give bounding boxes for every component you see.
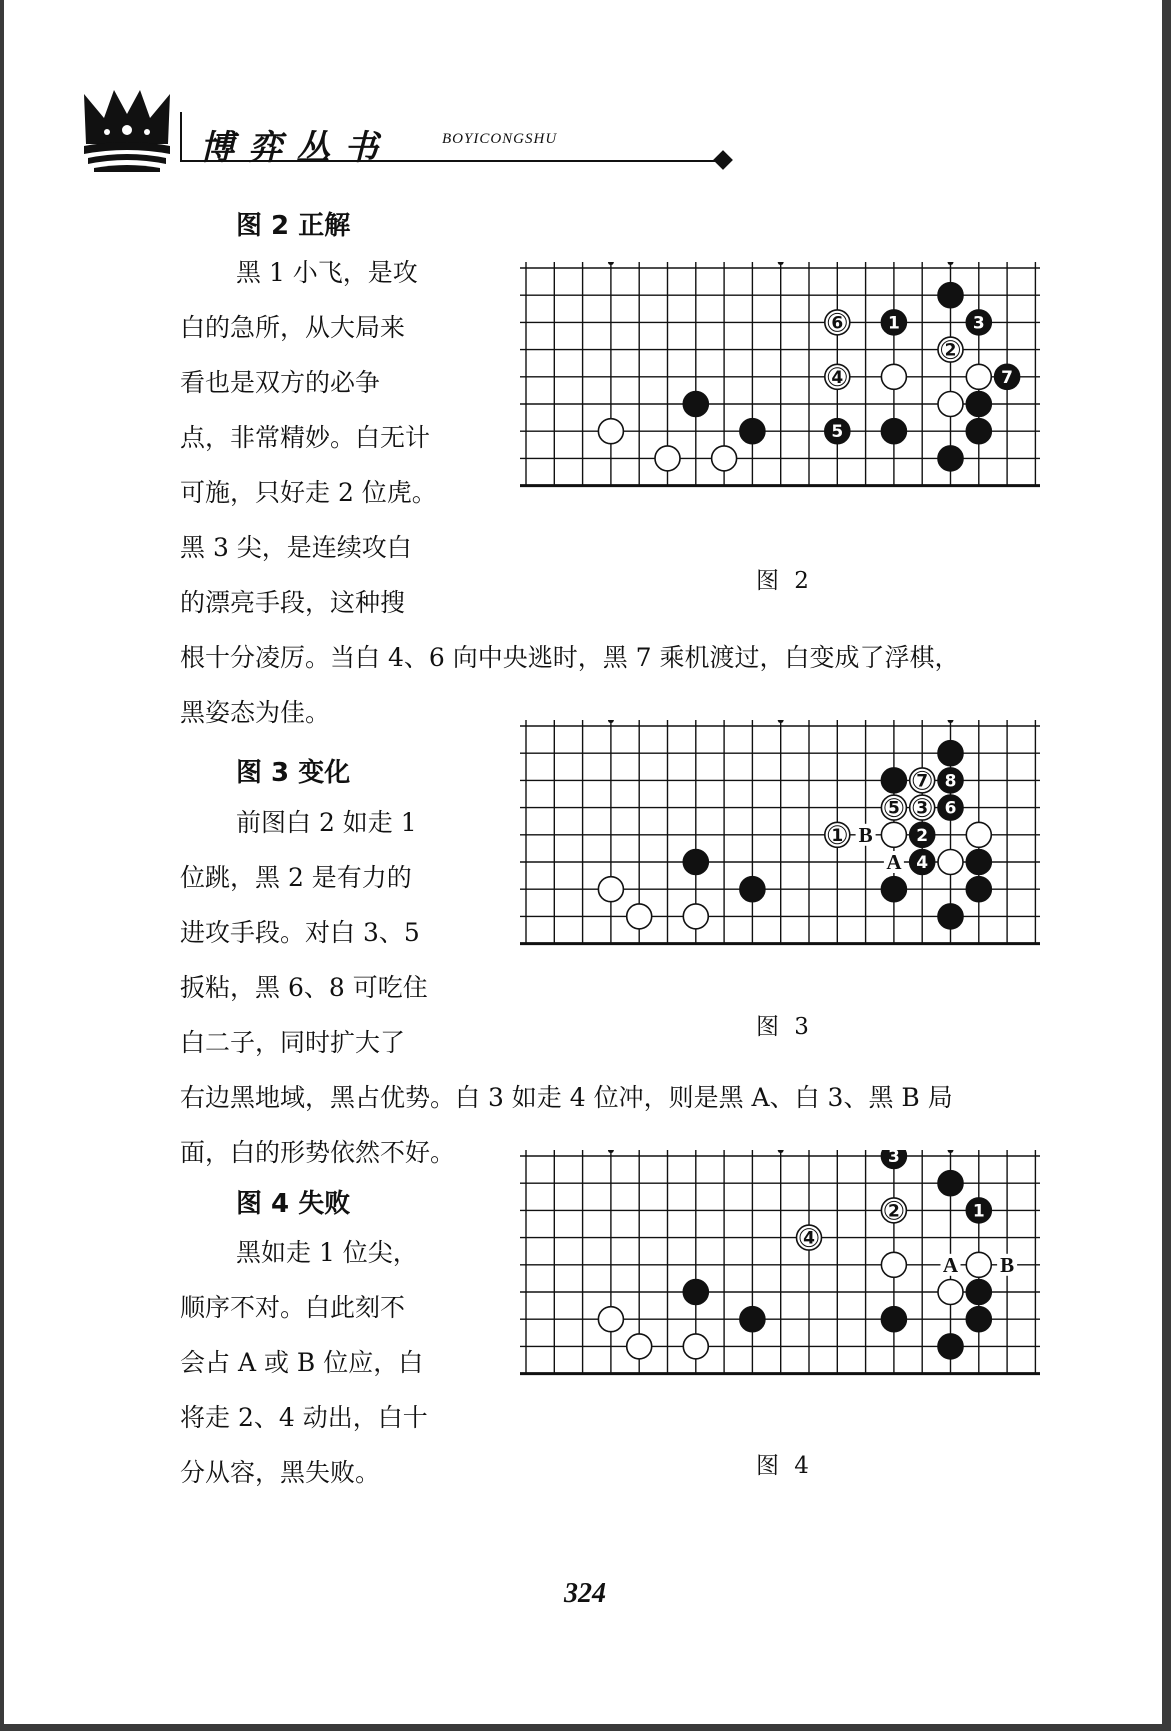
paragraph-line: 面，白的形势依然不好。 — [180, 1138, 456, 1167]
go-stone-black — [966, 877, 991, 902]
go-stone-black — [938, 741, 963, 766]
go-stone-white — [938, 337, 963, 362]
page-number: 324 — [564, 1578, 606, 1609]
stone-disc — [881, 419, 906, 444]
go-stone-white — [598, 1307, 623, 1332]
go-stone-white — [712, 446, 737, 471]
go-stone-black — [881, 877, 906, 902]
point-mark-label: A — [886, 850, 902, 874]
stone-move-number: 4 — [916, 853, 929, 873]
stone-disc — [881, 1307, 906, 1332]
go-stone-black — [910, 822, 935, 847]
go-diagram-fig2 — [520, 262, 1040, 542]
paragraph-line: 分从容，黑失败。 — [180, 1458, 381, 1487]
paragraph-line: 扳粘，黑 6、8 可吃住 — [180, 973, 428, 1002]
section-title-fig2: 图 2 正解 — [236, 211, 351, 241]
stone-disc — [938, 446, 963, 471]
stone-move-number: 5 — [887, 798, 900, 819]
stone-disc — [683, 850, 708, 875]
go-stone-white — [627, 1334, 652, 1359]
header-rule-vertical — [180, 112, 182, 162]
stone-move-number: 5 — [831, 422, 844, 443]
stone-disc — [966, 822, 991, 847]
stone-move-number: 2 — [916, 825, 929, 846]
stone-move-number: 6 — [831, 313, 844, 334]
stone-disc — [966, 1280, 991, 1305]
series-title-latin: BOYICONGSHU — [442, 131, 558, 147]
go-stone-black — [938, 768, 963, 793]
figure-caption: 图 3 — [756, 1014, 813, 1040]
paragraph-line: 会占 A 或 B 位应，白 — [180, 1348, 424, 1377]
paragraph-line: 黑 3 尖，是连续攻白 — [180, 533, 412, 562]
go-stone-white — [966, 1252, 991, 1277]
go-stone-white — [881, 1252, 906, 1277]
paragraph-line: 位跳，黑 2 是有力的 — [180, 863, 412, 892]
stone-move-number: 3 — [972, 313, 985, 334]
go-stone-black — [938, 446, 963, 471]
crown-logo-icon — [82, 88, 172, 172]
go-stone-white — [881, 795, 906, 820]
stone-move-number: 2 — [887, 1201, 900, 1222]
stone-disc — [881, 768, 906, 793]
stone-disc — [881, 1252, 906, 1277]
go-stone-black — [683, 850, 708, 875]
go-stone-black — [881, 419, 906, 444]
paragraph-line: 黑如走 1 位尖， — [236, 1238, 418, 1267]
stone-disc — [938, 1171, 963, 1196]
go-stone-black — [740, 419, 765, 444]
star-point — [778, 720, 784, 723]
stone-disc — [655, 446, 680, 471]
stone-disc — [938, 850, 963, 875]
stone-disc — [627, 1334, 652, 1359]
go-diagram-fig3 — [520, 720, 1040, 1000]
star-point — [608, 262, 614, 265]
go-stone-white — [966, 364, 991, 389]
paragraph-line: 点，非常精妙。白无计 — [180, 423, 431, 452]
stone-disc — [881, 364, 906, 389]
stone-disc — [740, 1307, 765, 1332]
go-stone-black — [683, 1280, 708, 1305]
go-stone-white — [825, 310, 850, 335]
stone-move-number: 1 — [887, 313, 900, 334]
stone-disc — [683, 1280, 708, 1305]
stone-disc — [938, 392, 963, 417]
point-mark-label: B — [858, 822, 873, 847]
stone-disc — [966, 877, 991, 902]
go-stone-black — [938, 1334, 963, 1359]
go-diagram-fig4 — [520, 1150, 1040, 1430]
go-stone-white — [797, 1225, 822, 1250]
go-stone-white — [598, 419, 623, 444]
stone-disc — [740, 419, 765, 444]
star-point — [778, 262, 784, 265]
paragraph-line: 黑 1 小飞，是攻 — [236, 258, 418, 287]
go-stone-black — [938, 795, 963, 820]
stone-move-number: 4 — [831, 367, 844, 388]
stone-disc — [938, 283, 963, 308]
go-stone-white — [910, 768, 935, 793]
stone-move-number: 4 — [803, 1228, 815, 1249]
go-stone-black — [995, 364, 1020, 389]
stone-disc — [938, 1334, 963, 1359]
go-stone-white — [938, 1280, 963, 1305]
go-stone-black — [938, 283, 963, 308]
figure-caption: 图 2 — [756, 568, 813, 594]
go-stone-black — [740, 877, 765, 902]
stone-disc — [598, 1307, 623, 1332]
stone-disc — [938, 904, 963, 929]
stone-move-number: 8 — [944, 771, 957, 792]
star-point — [778, 1150, 784, 1153]
stone-disc — [938, 741, 963, 766]
stone-disc — [627, 904, 652, 929]
go-stone-white — [910, 795, 935, 820]
go-stone-black — [938, 904, 963, 929]
diamond-ornament-icon — [713, 150, 733, 170]
go-stone-black — [881, 768, 906, 793]
go-stone-black — [966, 1307, 991, 1332]
stone-disc — [966, 364, 991, 389]
stone-disc — [683, 1334, 708, 1359]
paragraph-line: 白的急所，从大局来 — [180, 313, 406, 342]
go-stone-black — [740, 1307, 765, 1332]
stone-move-number: 1 — [831, 825, 844, 846]
figure-caption: 图 4 — [756, 1453, 813, 1479]
stone-disc — [966, 1252, 991, 1277]
go-stone-black — [683, 392, 708, 417]
go-stone-white — [938, 850, 963, 875]
go-stone-black — [966, 392, 991, 417]
paragraph-line: 白二子，同时扩大了 — [180, 1028, 406, 1057]
go-stone-white — [881, 822, 906, 847]
book-page — [4, 0, 1162, 1724]
paragraph-line: 将走 2、4 动出，白十 — [180, 1403, 428, 1432]
stone-disc — [938, 1280, 963, 1305]
go-stone-black — [881, 310, 906, 335]
paragraph-line: 根十分凌厉。当白 4、6 向中央逃时，黑 7 乘机渡过，白变成了浮棋， — [180, 643, 960, 672]
star-point — [948, 262, 954, 265]
go-stone-white — [881, 1198, 906, 1223]
go-stone-white — [627, 904, 652, 929]
stone-move-number: 3 — [916, 798, 929, 819]
go-stone-black — [966, 310, 991, 335]
stone-disc — [881, 822, 906, 847]
paragraph-line: 的漂亮手段，这种搜 — [180, 588, 406, 617]
go-stone-white — [825, 822, 850, 847]
stone-disc — [966, 1307, 991, 1332]
stone-move-number: 7 — [916, 771, 929, 792]
stone-disc — [881, 877, 906, 902]
star-point — [608, 720, 614, 723]
stone-move-number: 3 — [887, 1150, 900, 1167]
paragraph-line: 前图白 2 如走 1 — [236, 808, 417, 837]
go-stone-white — [938, 392, 963, 417]
paragraph-line: 黑姿态为佳。 — [180, 698, 331, 727]
section-title-fig3: 图 3 变化 — [236, 758, 351, 788]
stone-move-number: 6 — [944, 798, 957, 819]
go-stone-white — [966, 822, 991, 847]
stone-move-number: 2 — [944, 340, 957, 361]
go-stone-black — [966, 1198, 991, 1223]
go-stone-white — [655, 446, 680, 471]
go-stone-white — [598, 877, 623, 902]
stone-disc — [598, 419, 623, 444]
stone-disc — [966, 392, 991, 417]
point-mark-label: A — [942, 1252, 959, 1277]
star-point — [948, 1150, 954, 1153]
paragraph-line: 右边黑地域，黑占优势。白 3 如走 4 位冲，则是黑 A、白 3、黑 B 局 — [180, 1083, 953, 1112]
go-stone-black — [938, 1171, 963, 1196]
stone-move-number: 7 — [1001, 367, 1014, 388]
paragraph-line: 可施，只好走 2 位虎。 — [180, 478, 437, 507]
go-stone-white — [881, 364, 906, 389]
paragraph-line: 顺序不对。白此刻不 — [180, 1293, 406, 1322]
stone-move-number: 1 — [972, 1201, 985, 1222]
star-point — [948, 720, 954, 723]
section-title-fig4: 图 4 失败 — [236, 1189, 351, 1219]
go-stone-white — [825, 364, 850, 389]
point-mark-label: B — [1000, 1252, 1015, 1277]
go-stone-black — [966, 1280, 991, 1305]
go-stone-white — [683, 1334, 708, 1359]
stone-disc — [683, 392, 708, 417]
go-stone-black — [825, 419, 850, 444]
go-stone-black — [881, 1150, 906, 1169]
paragraph-line: 进攻手段。对白 3、5 — [180, 918, 420, 947]
star-point — [608, 1150, 614, 1153]
go-stone-black — [881, 1307, 906, 1332]
stone-disc — [598, 877, 623, 902]
go-stone-black — [910, 850, 935, 875]
go-stone-white — [683, 904, 708, 929]
stone-disc — [966, 850, 991, 875]
stone-disc — [740, 877, 765, 902]
go-stone-black — [966, 419, 991, 444]
series-title: 博弈丛书 — [200, 128, 392, 168]
go-stone-black — [966, 850, 991, 875]
paragraph-line: 看也是双方的必争 — [180, 368, 381, 397]
stone-disc — [712, 446, 737, 471]
stone-disc — [683, 904, 708, 929]
stone-disc — [966, 419, 991, 444]
